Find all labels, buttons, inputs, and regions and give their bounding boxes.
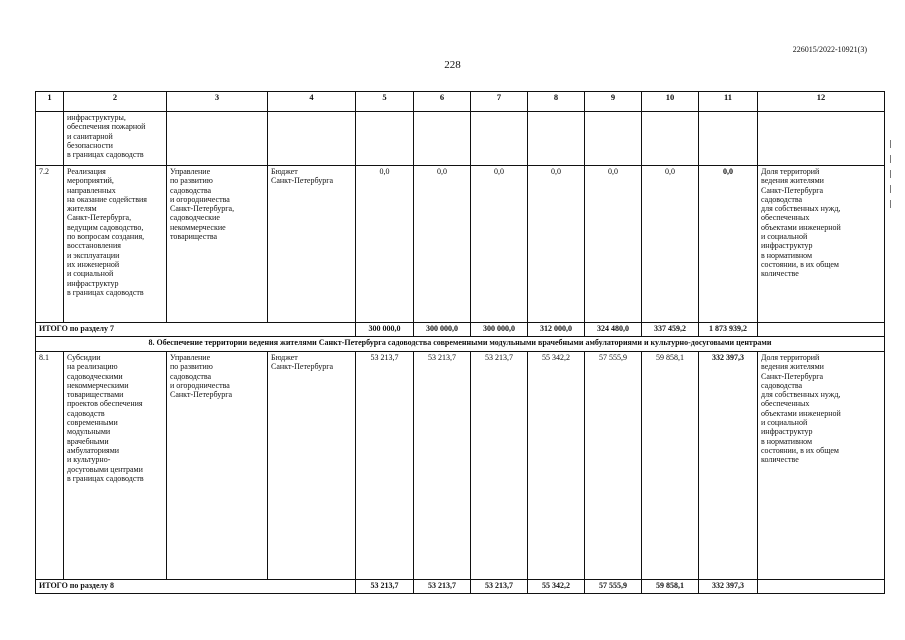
value-cell: 57 555,9 (585, 352, 642, 580)
total-cell: 1 873 939,2 (699, 323, 758, 337)
table-row-8-1 (36, 352, 885, 580)
value-cell: 0,0 (356, 166, 414, 323)
section-total-row-8 (36, 580, 885, 594)
value-cell: 53 213,7 (356, 352, 414, 580)
section-total-label: ИТОГО по разделу 8 (36, 580, 356, 594)
continuation-row (36, 112, 885, 166)
header-cell: 3 (167, 92, 268, 112)
total-cell: 55 342,2 (528, 580, 585, 594)
value-cell: 0,0 (471, 166, 528, 323)
total-cell: 59 858,1 (642, 580, 699, 594)
document-id: 226015/2022-10921(3) (792, 45, 867, 54)
total-cell: 337 459,2 (642, 323, 699, 337)
value-cell: 53 213,7 (414, 352, 471, 580)
value-cell: 53 213,7 (471, 352, 528, 580)
total-cell: 332 397,3 (699, 580, 758, 594)
header-cell: 12 (758, 92, 885, 112)
value-cell: 0,0 (414, 166, 471, 323)
header-cell: 8 (528, 92, 585, 112)
header-cell: 1 (36, 92, 64, 112)
row-number: 7.2 (36, 166, 64, 323)
page-number: 228 (444, 59, 461, 71)
value-cell: 55 342,2 (528, 352, 585, 580)
total-cell: 53 213,7 (356, 580, 414, 594)
target-indicator: Доля территорий ведения жителями Санкт-Петербурга садоводства для собственных нужд, обеспеченных объектами инженерной и социальной инфраструктур в нормативном состоянии, в их общем количестве (758, 166, 885, 323)
header-cell: 2 (64, 92, 167, 112)
column-number-header (36, 92, 885, 112)
total-value-cell: 0,0 (699, 166, 758, 323)
value-cell: 59 858,1 (642, 352, 699, 580)
header-cell: 6 (414, 92, 471, 112)
total-cell: 300 000,0 (414, 323, 471, 337)
header-cell: 10 (642, 92, 699, 112)
funding-source: Бюджет Санкт-Петербурга (268, 352, 356, 580)
total-cell: 312 000,0 (528, 323, 585, 337)
margin-marks (888, 140, 894, 215)
total-cell: 53 213,7 (414, 580, 471, 594)
total-cell: 300 000,0 (471, 323, 528, 337)
value-cell: 0,0 (585, 166, 642, 323)
continuation-text: инфраструктуры, обеспечения пожарной и санитарной безопасности в границах садоводств (64, 112, 167, 166)
section-total-label: ИТОГО по разделу 7 (36, 323, 356, 337)
budget-table (35, 91, 885, 594)
row-number: 8.1 (36, 352, 64, 580)
value-cell: 0,0 (528, 166, 585, 323)
section-heading-row-8 (36, 337, 885, 352)
measure-name: Субсидии на реализацию садоводческими некоммерческими товариществами проектов обеспечения садоводств современными модульными врачебными амбулаториями и культурно- досуговыми центрами в границах садоводств (64, 352, 167, 580)
total-cell: 324 480,0 (585, 323, 642, 337)
value-cell: 0,0 (642, 166, 699, 323)
total-value-cell: 332 397,3 (699, 352, 758, 580)
measure-name: Реализация мероприятий, направленных на оказание содействия жителям Санкт-Петербурга, ведущим садоводство, по вопросам создания, восстановления и эксплуатации их инженерной и социальной инфраструктур в границах садоводств (64, 166, 167, 323)
table-row-7-2 (36, 166, 885, 323)
header-cell: 11 (699, 92, 758, 112)
target-indicator: Доля территорий ведения жителями Санкт-Петербурга садоводства для собственных нужд, обеспеченных объектами инженерной и социальной инфраструктур в нормативном состоянии, в их общем количестве (758, 352, 885, 580)
header-cell: 5 (356, 92, 414, 112)
section-total-row-7 (36, 323, 885, 337)
executor: Управление по развитию садоводства и огородничества Санкт-Петербурга (167, 352, 268, 580)
section-heading: 8. Обеспечение территории ведения жителями Санкт-Петербурга садоводства современными модульными врачебными амбулаториями и культурно-досуговыми центрами (36, 337, 885, 352)
executor: Управление по развитию садоводства и огородничества Санкт-Петербурга, садоводческие некоммерческие товарищества (167, 166, 268, 323)
total-cell: 300 000,0 (356, 323, 414, 337)
header-cell: 9 (585, 92, 642, 112)
total-cell: 57 555,9 (585, 580, 642, 594)
header-cell: 7 (471, 92, 528, 112)
header-cell: 4 (268, 92, 356, 112)
funding-source: Бюджет Санкт-Петербурга (268, 166, 356, 323)
total-cell: 53 213,7 (471, 580, 528, 594)
